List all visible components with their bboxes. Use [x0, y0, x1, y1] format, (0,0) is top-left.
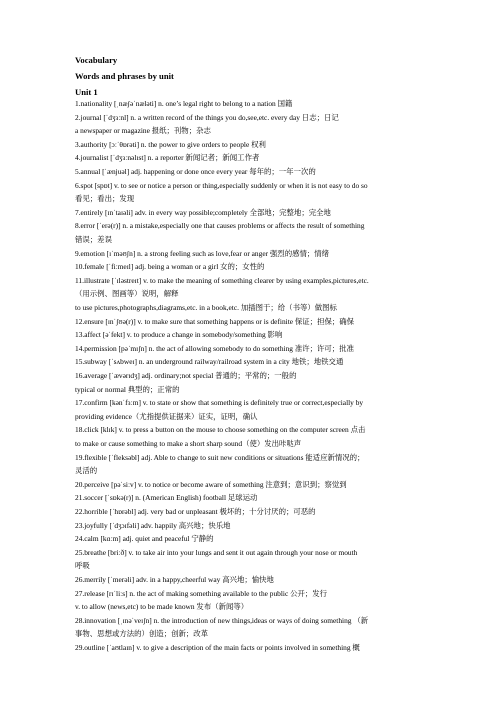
vocab-line: 22.horrible [ˈhɒrəbl] adj. very bad or unpleasant 极坏的；十分讨厌的；可恶的	[75, 507, 316, 516]
document-title: Vocabulary	[75, 55, 118, 65]
vocab-line: 5.annual [ˈænjuəl] adj. happening or done once every year 每年的；一年一次的	[75, 167, 316, 176]
vocab-line: to make or cause something to make a short sharp sound（使）发出咔哒声	[75, 439, 302, 448]
vocab-line: 26.merrily [ˈmerəli] adv. in a happy,cheerful way 高兴地；愉快地	[75, 575, 274, 584]
vocab-line: 灵活的	[75, 466, 98, 476]
vocab-line: providing evidence（尤指提供证据来）证实，证明，确认	[75, 411, 258, 421]
vocab-line: typical or normal 典型的；正常的	[75, 384, 180, 394]
vocab-line: 21.soccer [ˈsɒkə(r)] n. (American English) football 足球运动	[75, 493, 258, 503]
vocab-line: 7.entirely [ɪnˈtaɪəli] adv. in every way possible;completely 全部地；完整地；完全地	[75, 207, 331, 217]
vocab-line: 事物、思想或方法的）创造；创新；改革	[75, 629, 209, 639]
vocab-line: 11.illustrate [ˈɪləstreɪt] v. to make the meaning of something clearer by using examples,pictures,etc.	[75, 275, 369, 285]
vocab-line: a newspaper or magazine 报纸；刊物；杂志	[75, 126, 211, 136]
vocab-line: to use pictures,photographs,diagrams,etc. in a book,etc. 加插图于；给（书等）做图标	[75, 303, 337, 312]
vocab-line: 17.confirm [kənˈfɜːm] v. to state or show that something is definitely true or correct,especially by	[75, 398, 364, 408]
vocab-line: 8.error [ˈerə(r)] n. a mistake,especially one that causes problems or affects the result of something	[75, 221, 365, 231]
vocab-line: 错误；差误	[75, 235, 112, 244]
vocab-line: 4.journalist [ˈdʒɜːnəlɪst] n. a reporter 新闻记者；新闻工作者	[75, 153, 260, 163]
unit-heading: Unit 1	[75, 87, 98, 97]
vocab-line: 13.affect [əˈfekt] v. to produce a change in somebody/something 影响	[75, 330, 283, 340]
vocab-line: （用示例、图画等）说明，解释	[75, 289, 179, 299]
vocab-line: 12.ensure [ɪnˈʃʊə(r)] v. to make sure that something happens or is definite 保证；担保；确保	[75, 316, 355, 326]
vocab-line: 呼吸	[75, 561, 90, 571]
vocab-line: 19.flexible [ˈfleksəbl] adj. Able to change to suit new conditions or situations 能适应新情况的；	[75, 452, 365, 462]
vocab-line: v. to allow (news,etc) to be made known 发布（新闻等）	[75, 602, 249, 612]
vocab-line: 1.nationality [ˌnæʃəˈnæləti] n. one’s legal right to belong to a nation 国籍	[75, 99, 293, 108]
vocab-line: 20.perceive [pəˈsiːv] v. to notice or become aware of something 注意到；意识到；察觉到	[75, 479, 347, 489]
vocab-line: 10.female [ˈfiːmeɪl] adj. being a woman or a girl 女的；女性的	[75, 262, 265, 272]
vocab-line: 看见；看出；发现	[75, 194, 135, 204]
vocab-line: 18.click [klɪk] v. to press a button on the mouse to choose something on the computer screen 点击	[75, 425, 366, 435]
document-subtitle: Words and phrases by unit	[75, 71, 174, 81]
vocab-line: 27.release [rɪˈliːs] n. the act of making something available to the public 公开；发行	[75, 588, 328, 598]
vocab-line: 16.average [ˈævərɪdʒ] adj. ordinary;not special 普通的；平常的；一般的	[75, 371, 297, 380]
vocab-line: 25.breathe [briːð] v. to take air into your lungs and sent it out again through your nose or mouth	[75, 547, 358, 557]
vocab-line: 24.calm [kɑːm] adj. quiet and peaceful 宁静的	[75, 534, 214, 544]
vocab-line: 14.permission [pəˈmɪʃn] n. the act of allowing somebody to do something 准许；许可；批准	[75, 343, 354, 353]
vocab-line: 9.emotion [ɪˈməʊʃn] n. a strong feeling such as love,fear or anger 强烈的感情；情绪	[75, 248, 330, 258]
vocab-line: 29.outline [ˈaʊtlaɪn] v. to give a description of the main facts or points involved in something 概	[75, 643, 360, 652]
vocab-line: 15.subway [ˈsʌbweɪ] n. an underground railway/railroad system in a city 地铁；地铁交通	[75, 357, 344, 367]
vocab-line: 6.spot [spɒt] v. to see or notice a person or thing,especially suddenly or when it is not easy to do so	[75, 180, 368, 190]
vocab-line: 28.innovation [ˌɪnəˈveɪʃn] n. the introduction of new things,ideas or ways of doing something （新	[75, 615, 369, 625]
vocab-line: 23.joyfully [ˈdʒɔɪfəli] adv. happily 高兴地；快乐地	[75, 520, 231, 530]
vocab-line: 2.journal [ˈdʒɜːnl] n. a written record of the things you do,see,etc. every day 日志；日记	[75, 112, 339, 122]
vocab-line: 3.authority [ɔːˈθɒrəti] n. the power to give orders to people 权利	[75, 139, 266, 149]
